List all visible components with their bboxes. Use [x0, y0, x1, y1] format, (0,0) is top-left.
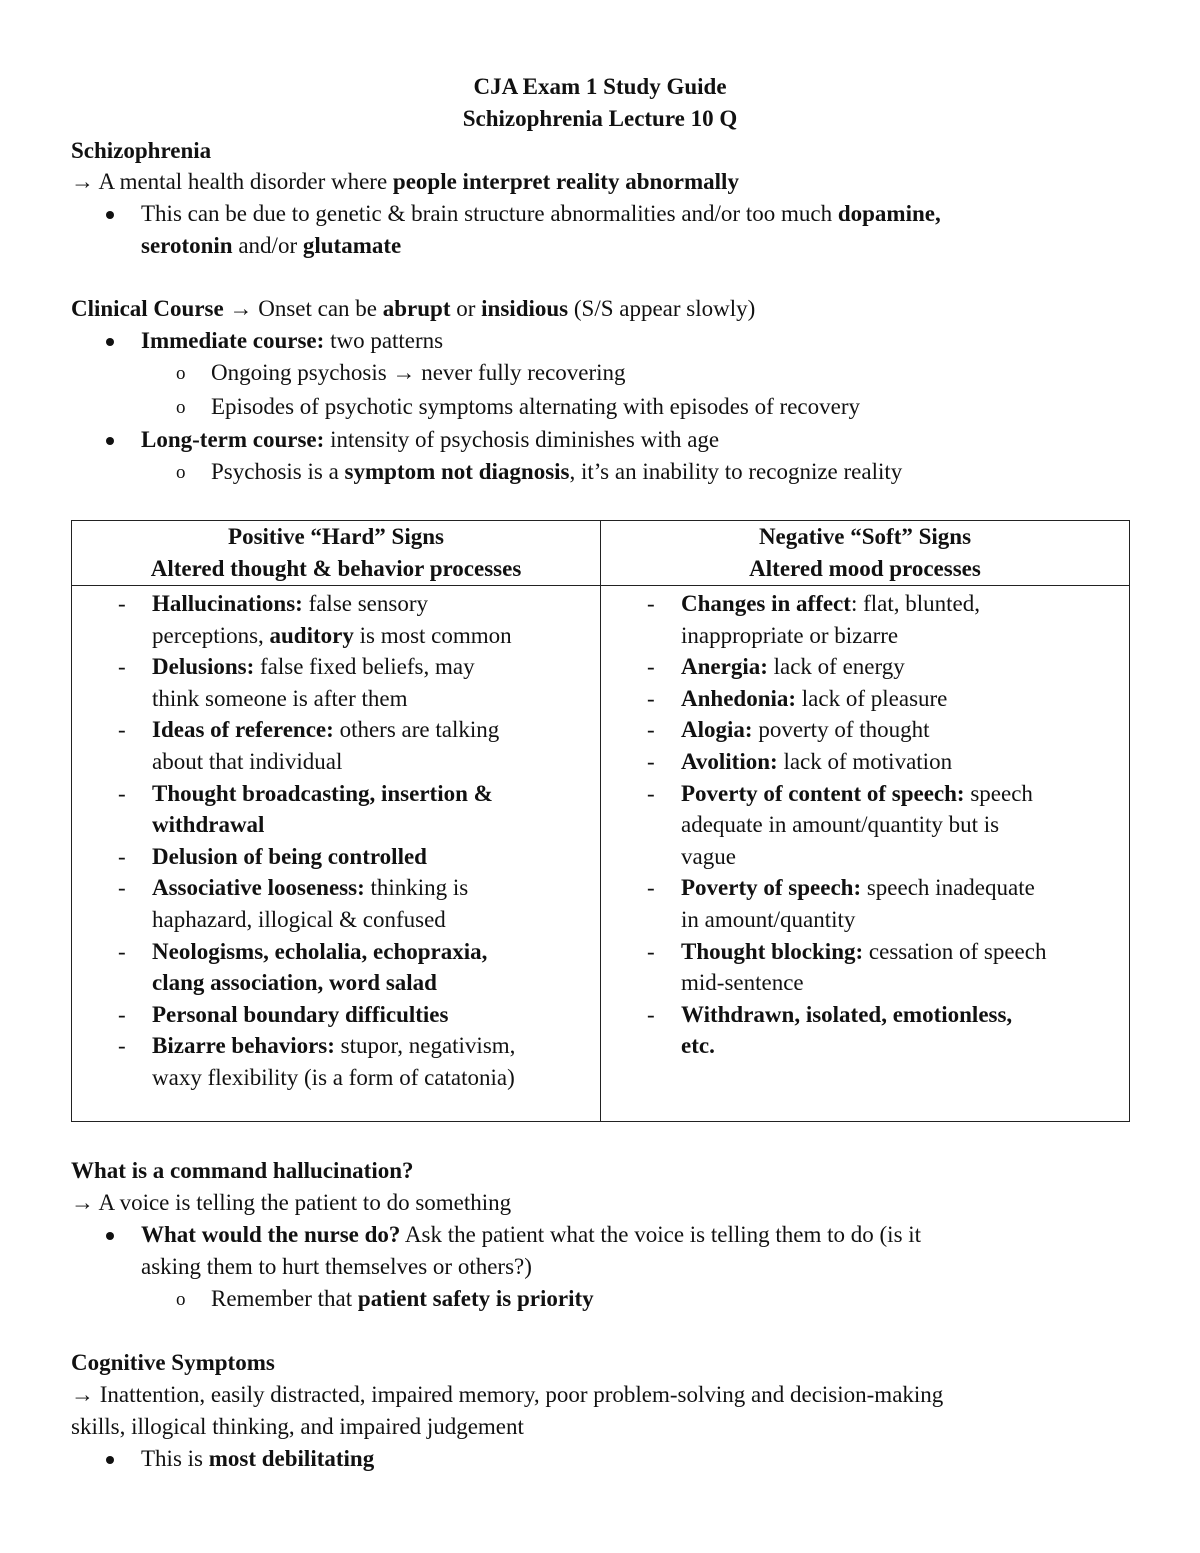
sign-line: haphazard, illogical & confused [152, 907, 446, 932]
negative-signs-header: Negative “Soft” Signs Altered mood processes [601, 521, 1130, 586]
sign-line: withdrawal [152, 812, 265, 838]
sign-line: perceptions, auditory is most common [152, 622, 512, 648]
sign-line: Withdrawn, isolated, emotionless, [681, 1001, 1013, 1027]
sign-line: Alogia: poverty of thought [681, 717, 930, 743]
sign-line: Anergia: lack of energy [681, 654, 905, 680]
dash-bullet-icon: - [118, 875, 126, 901]
section-heading-schizophrenia: Schizophrenia [71, 138, 212, 163]
bullet-icon [106, 1232, 114, 1240]
sign-line: Delusion of being controlled [152, 843, 427, 869]
sign-line: about that individual [152, 749, 343, 774]
dash-bullet-icon: - [647, 717, 655, 743]
dash-bullet-icon: - [647, 685, 655, 711]
sign-line: Associative looseness: thinking is [152, 875, 469, 901]
bullet-icon [106, 1456, 114, 1464]
immediate-sub-1: Ongoing psychosis → never fully recovering [211, 360, 626, 385]
patient-safety-note: Remember that patient safety is priority [211, 1286, 594, 1311]
arrow-icon: → [71, 169, 94, 194]
sign-line: waxy flexibility (is a form of catatonia) [152, 1065, 515, 1090]
command-hallucination-definition: → A voice is telling the patient to do something [71, 1190, 512, 1215]
sign-line: think someone is after them [152, 685, 408, 711]
nurse-action-line2: asking them to hurt themselves or others?) [141, 1254, 532, 1279]
arrow-icon: → [71, 1190, 94, 1215]
immediate-course: Immediate course: two patterns [141, 328, 444, 353]
dash-bullet-icon: - [118, 780, 126, 806]
immediate-sub-2: Episodes of psychotic symptoms alternating with episodes of recovery [211, 394, 860, 419]
sign-line: Neologisms, echolalia, echopraxia, [152, 938, 488, 964]
section-heading-command-hallucination: What is a command hallucination? [71, 1158, 414, 1183]
dash-bullet-icon: - [647, 780, 655, 806]
nurse-action-line1: What would the nurse do? Ask the patient what the voice is telling them to do (is it [141, 1222, 922, 1247]
arrow-icon: → [229, 296, 253, 321]
sign-line: Changes in affect: flat, blunted, [681, 591, 980, 616]
dash-bullet-icon: - [118, 717, 126, 743]
cognitive-definition-line2: skills, illogical thinking, and impaired judgement [71, 1414, 524, 1439]
sign-line: Poverty of speech: speech inadequate [681, 875, 1035, 901]
dash-bullet-icon: - [118, 938, 126, 964]
bullet-icon [106, 338, 114, 346]
sign-line: in amount/quantity [681, 907, 856, 932]
dash-bullet-icon: - [647, 938, 655, 964]
cognitive-debilitating: This is most debilitating [141, 1446, 375, 1471]
dash-bullet-icon: - [647, 1001, 655, 1027]
sign-line: Ideas of reference: others are talking [152, 717, 500, 743]
dash-bullet-icon: - [118, 654, 126, 680]
dash-bullet-icon: - [118, 1001, 126, 1027]
schizophrenia-definition: → A mental health disorder where people interpret reality abnormally [71, 169, 739, 194]
dash-bullet-icon: - [118, 1033, 126, 1059]
sign-line: Poverty of content of speech: speech [681, 780, 1033, 806]
long-term-sub: Psychosis is a symptom not diagnosis, it’s an inability to recognize reality [211, 459, 903, 484]
schizophrenia-cause-line1: This can be due to genetic & brain structure abnormalities and/or too much dopamine, [141, 201, 941, 226]
sign-line: Thought broadcasting, insertion & [152, 780, 493, 806]
sign-line: inappropriate or bizarre [681, 622, 899, 648]
sign-line: Thought blocking: cessation of speech [681, 938, 1047, 964]
page-subtitle: Schizophrenia Lecture 10 Q [462, 106, 738, 131]
sub-bullet-icon: o [176, 363, 186, 384]
sign-line: Avolition: lack of motivation [681, 749, 953, 774]
positive-signs-cell [72, 586, 601, 1122]
sign-line: Personal boundary difficulties [152, 1001, 449, 1027]
dash-bullet-icon: - [118, 591, 126, 616]
cognitive-definition-line1: → Inattention, easily distracted, impaired memory, poor problem-solving and decision-making [71, 1382, 944, 1407]
negative-signs-cell [601, 586, 1130, 1122]
long-term-course: Long-term course: intensity of psychosis diminishes with age [141, 427, 720, 452]
sign-line: Bizarre behaviors: stupor, negativism, [152, 1033, 516, 1059]
sign-line: Hallucinations: false sensory [152, 591, 428, 616]
sign-line: Delusions: false fixed beliefs, may [152, 654, 475, 680]
arrow-icon: → [71, 1382, 94, 1407]
section-heading-cognitive: Cognitive Symptoms [71, 1350, 275, 1375]
dash-bullet-icon: - [647, 591, 655, 616]
bullet-icon [106, 211, 114, 219]
signs-table [71, 520, 1130, 1122]
bullet-icon [106, 437, 114, 445]
dash-bullet-icon: - [647, 749, 655, 774]
positive-signs-header: Positive “Hard” Signs Altered thought & behavior processes [72, 521, 601, 586]
arrow-icon: → [392, 360, 416, 385]
sub-bullet-icon: o [176, 1289, 186, 1310]
sign-line: adequate in amount/quantity but is [681, 812, 1000, 838]
clinical-course-line: Clinical Course → Onset can be abrupt or insidious (S/S appear slowly) [71, 296, 756, 321]
sign-line: Anhedonia: lack of pleasure [681, 685, 948, 711]
dash-bullet-icon: - [647, 654, 655, 680]
dash-bullet-icon: - [118, 843, 126, 869]
sign-line: etc. [681, 1033, 715, 1059]
sub-bullet-icon: o [176, 397, 186, 418]
sub-bullet-icon: o [176, 462, 186, 483]
sign-line: vague [681, 843, 736, 869]
sign-line: mid-sentence [681, 970, 804, 996]
dash-bullet-icon: - [647, 875, 655, 901]
page-title: CJA Exam 1 Study Guide [473, 74, 727, 99]
sign-line: clang association, word salad [152, 970, 437, 996]
schizophrenia-cause-line2: serotonin and/or glutamate [141, 233, 402, 258]
